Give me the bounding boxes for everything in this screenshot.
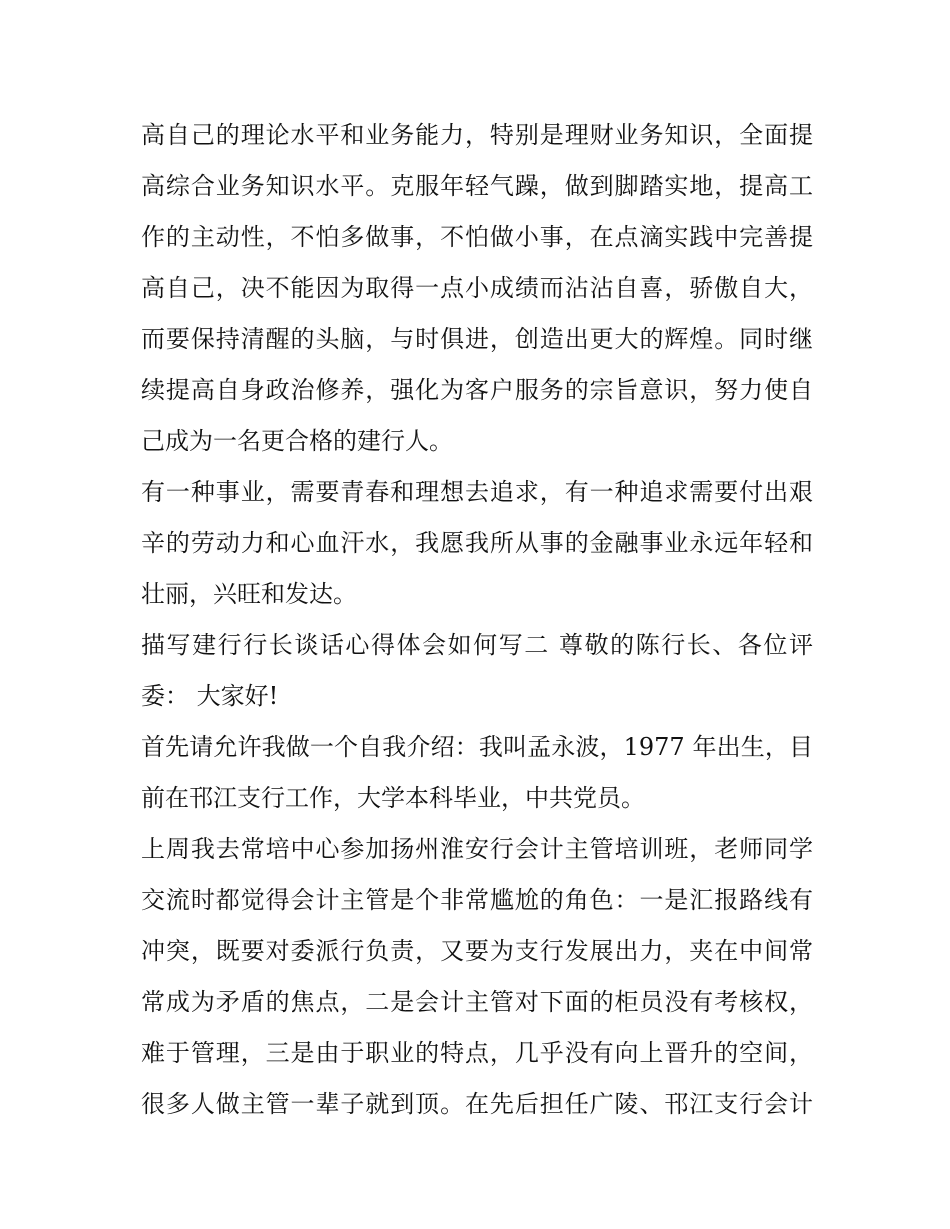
text-line: 委： 大家好! — [141, 682, 279, 710]
text-line: 高综合业务知识水平。克服年轻气躁，做到脚踏实地，提高工 — [141, 172, 813, 200]
text-line: 高自己，决不能因为取得一点小成绩而沾沾自喜，骄傲自大， — [141, 274, 813, 302]
text-line: 冲突，既要对委派行负责，又要为支行发展出力，夹在中间常 — [141, 937, 813, 965]
paragraph-4 — [141, 722, 813, 824]
paragraph-5 — [141, 824, 813, 1130]
text-line: 很多人做主管一辈子就到顶。在先后担任广陵、邗江支行会计 — [141, 1090, 813, 1118]
text-line: 而要保持清醒的头脑，与时俱进，创造出更大的辉煌。同时继 — [141, 325, 813, 353]
text-line: 辛的劳动力和心血汗水，我愿我所从事的金融事业永远年轻和 — [141, 529, 813, 557]
text-line: 描写建行行长谈话心得体会如何写二 尊敬的陈行长、各位评 — [141, 631, 813, 659]
text-line: 续提高自身政治修养，强化为客户服务的宗旨意识，努力使自 — [141, 376, 813, 404]
text-line: 己成为一名更合格的建行人。 — [141, 427, 453, 455]
text-line: 难于管理，三是由于职业的特点，几乎没有向上晋升的空间， — [141, 1039, 813, 1067]
text-line: 上周我去常培中心参加扬州淮安行会计主管培训班，老师同学 — [141, 835, 813, 863]
text-line: 壮丽，兴旺和发达。 — [141, 580, 357, 608]
text-line: 交流时都觉得会计主管是个非常尴尬的角色：一是汇报路线有 — [141, 886, 813, 914]
paragraph-2 — [141, 467, 813, 620]
paragraph-1 — [141, 110, 813, 467]
text-line: 有一种事业，需要青春和理想去追求，有一种追求需要付出艰 — [141, 478, 813, 506]
text-line: 高自己的理论水平和业务能力，特别是理财业务知识，全面提 — [141, 121, 813, 149]
text-line: 前在邗江支行工作，大学本科毕业，中共党员。 — [141, 784, 645, 812]
text-line: 常成为矛盾的焦点，二是会计主管对下面的柜员没有考核权， — [141, 988, 813, 1016]
text-line: 作的主动性，不怕多做事，不怕做小事，在点滴实践中完善提 — [141, 223, 813, 251]
text-line: 首先请允许我做一个自我介绍：我叫孟永波，1977 年出生，目 — [141, 733, 813, 761]
document-page — [141, 110, 813, 1130]
paragraph-3 — [141, 620, 813, 722]
